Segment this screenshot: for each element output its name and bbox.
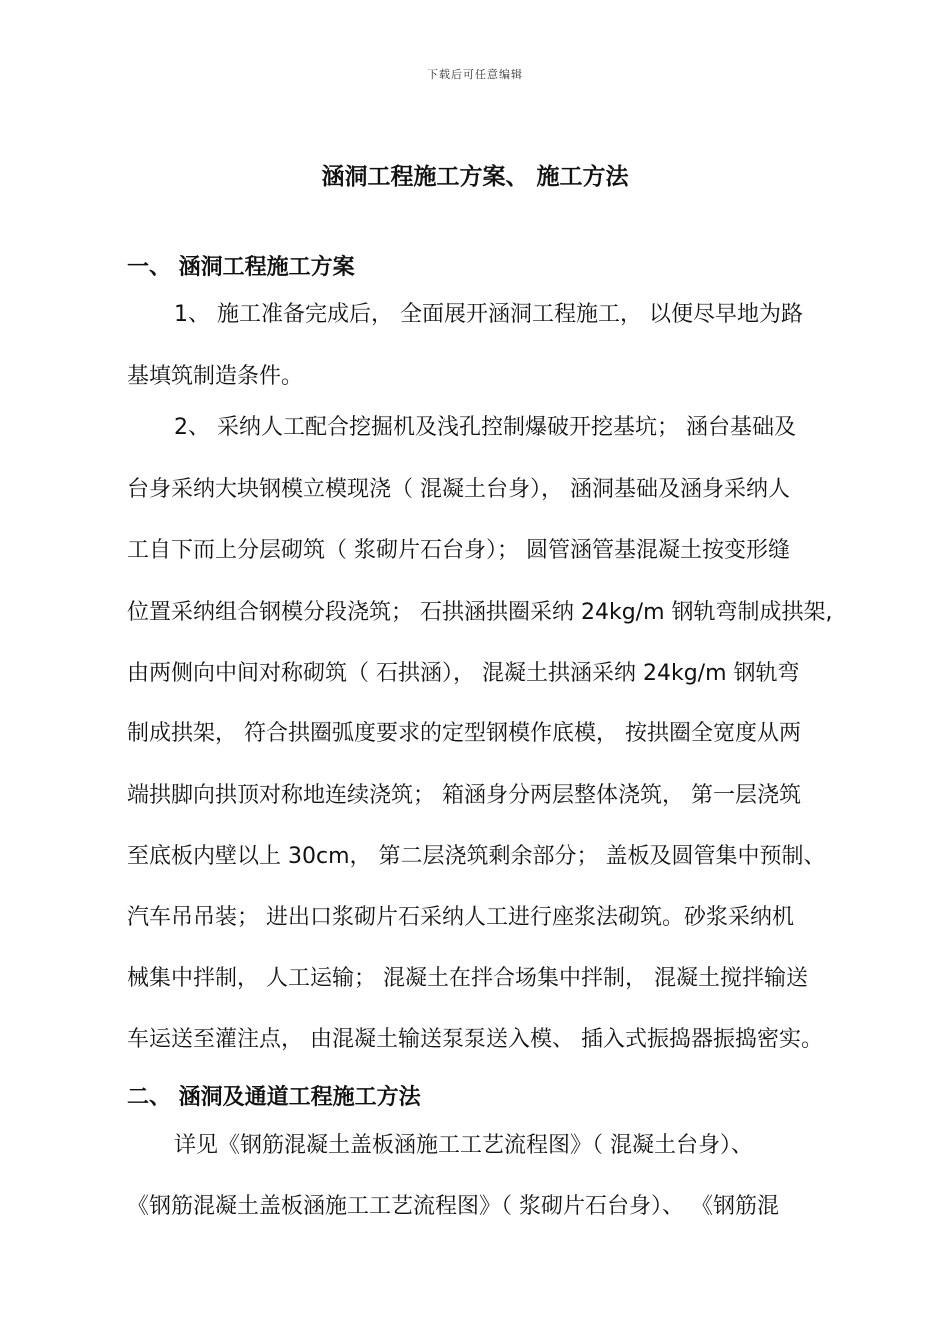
paragraph-line: 由两侧向中间对称砌筑（ 石拱涵）， 混凝土拱涵采纳 24kg/m 钢轨弯 <box>127 661 800 686</box>
paragraph-line: 车运送至灌注点， 由混凝土输送泵泵送入模、 插入式振捣器振捣密实。 <box>127 1027 823 1052</box>
paragraph-line: 台身采纳大块钢模立模现浇（ 混凝土台身）， 涵洞基础及涵身采纳人 <box>127 477 790 502</box>
paragraph-line: 端拱脚向拱顶对称地连续浇筑； 箱涵身分两层整体浇筑， 第一层浇筑 <box>127 783 801 808</box>
document-title: 涵洞工程施工方案、 施工方法 <box>321 164 629 190</box>
paragraph-line: 基填筑制造条件。 <box>127 364 304 389</box>
page-header: 下载后可任意编辑 <box>427 68 523 81</box>
section-heading-1: 一、 涵洞工程施工方案 <box>127 255 355 280</box>
paragraph-line: 2、 采纳人工配合挖掘机及浅孔控制爆破开挖基坑； 涵台基础及 <box>174 415 796 440</box>
paragraph-line: 详见《钢筋混凝土盖板涵施工工艺流程图》（ 混凝土台身）、 <box>174 1133 753 1158</box>
paragraph-line: 1、 施工准备完成后， 全面展开涵洞工程施工， 以便尽早地为路 <box>174 302 803 327</box>
paragraph-line: 汽车吊吊装； 进出口浆砌片石采纳人工进行座浆法砌筑。砂浆采纳机 <box>127 905 794 930</box>
paragraph-line: 《钢筋混凝土盖板涵施工工艺流程图》（ 浆砌片石台身）、 《钢筋混 <box>127 1194 779 1219</box>
section-heading-2: 二、 涵洞及通道工程施工方法 <box>127 1085 421 1110</box>
paragraph-line: 械集中拌制， 人工运输； 混凝土在拌合场集中拌制， 混凝土搅拌输送 <box>127 966 808 991</box>
paragraph-line: 位置采纳组合钢模分段浇筑； 石拱涵拱圈采纳 24kg/m 钢轨弯制成拱架, <box>127 600 833 625</box>
paragraph-line: 制成拱架， 符合拱圈弧度要求的定型钢模作底模， 按拱圈全宽度从两 <box>127 721 801 746</box>
paragraph-line: 至底板内壁以上 30cm， 第二层浇筑剩余部分； 盖板及圆管集中预制、 <box>127 844 826 869</box>
paragraph-line: 工自下而上分层砌筑（ 浆砌片石台身）； 圆管涵管基混凝土按变形缝 <box>127 538 790 563</box>
